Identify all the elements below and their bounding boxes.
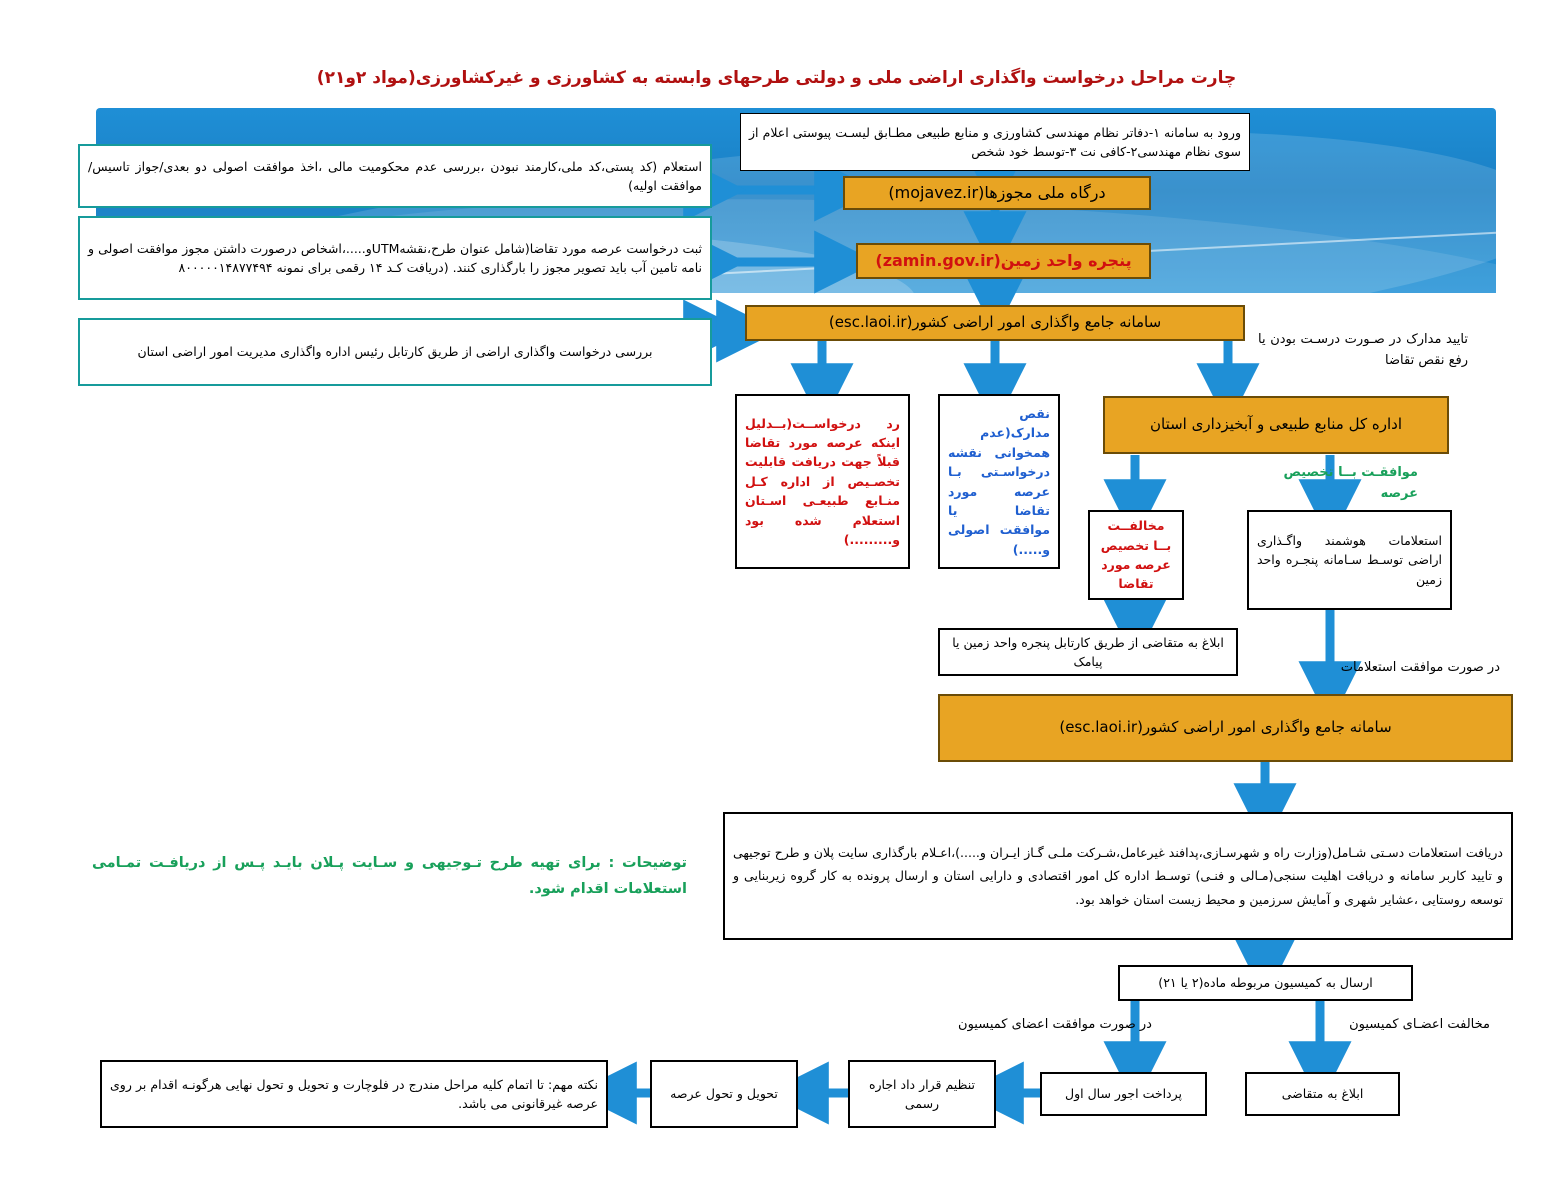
entry-note-text: ورود به سامانه ۱-دفاتر نظام مهندسی کشاورزی و منابع طبیعی مطـابق لیسـت پیوستی اعلام از سوی نظام مهندسی۲-کافی نت ۳-توسط خود شخص bbox=[749, 124, 1241, 159]
node-reject-request bbox=[735, 394, 910, 569]
node-document-deficiency-text: نقص مدارک(عدم همخوانی نقشه درخواسـتی بـا عرصه مورد تقاضا یا موافقت اصولی و.....) bbox=[948, 406, 1050, 557]
node-formal-lease-contract bbox=[848, 1060, 996, 1128]
label-explanatory-note bbox=[92, 850, 687, 902]
node-pay-first-year-rent bbox=[1040, 1072, 1207, 1116]
node-natural-resources-office-label: اداره کل منابع طبیعی و آبخیزداری استان bbox=[1150, 415, 1402, 434]
side-box-review-request-text: بررسی درخواست واگذاری اراضی از طریق کارتابل رئیس اداره واگذاری مدیریت امور اراضی استان bbox=[137, 344, 653, 360]
node-oppose-allocation bbox=[1088, 510, 1184, 600]
node-send-to-commission bbox=[1118, 965, 1413, 1001]
node-mojavez-portal[interactable] bbox=[843, 176, 1151, 210]
page-title: چارت مراحل درخواست واگذاری اراضی ملی و دولتی طرحهای وابسته به کشاورزی و غیرکشاورزی(مواد ۲و۲۱) bbox=[316, 68, 1237, 88]
node-send-to-commission-text: ارسال به کمیسیون مربوطه ماده(۲ یا ۲۱) bbox=[1158, 975, 1373, 991]
node-final-important-note bbox=[100, 1060, 608, 1128]
node-notify-applicant-2-text: ابلاغ به متقاضی bbox=[1281, 1086, 1364, 1102]
node-esc-bottom-label: سامانه جامع واگذاری امور اراضی کشور(esc.laoi.ir) bbox=[1059, 718, 1392, 737]
node-document-deficiency bbox=[938, 394, 1060, 569]
node-notify-applicant bbox=[938, 628, 1238, 676]
node-smart-inquiries bbox=[1247, 510, 1452, 610]
label-inquiries-approved bbox=[1270, 658, 1500, 679]
node-formal-lease-contract-text: تنظیم قرار داد اجاره رسمی bbox=[868, 1076, 976, 1111]
label-members-oppose bbox=[1330, 1015, 1490, 1036]
node-land-delivery-text: تحویل و تحول عرصه bbox=[670, 1086, 778, 1102]
side-box-register-request bbox=[78, 216, 712, 300]
node-notify-applicant-text: ابلاغ به متقاضی از طریق کارتابل پنجره واحد زمین یا پیامک bbox=[952, 634, 1224, 669]
node-mojavez-label: درگاه ملی مجوز‌ها(mojavez.ir) bbox=[888, 182, 1106, 202]
node-notify-applicant-2 bbox=[1245, 1072, 1400, 1116]
node-esc-top[interactable] bbox=[745, 305, 1245, 341]
label-members-oppose-text: مخالفت اعضـای کمیسیون bbox=[1349, 1017, 1490, 1032]
label-members-approve-text: در صورت موافقت اعضای کمیسیون bbox=[958, 1017, 1152, 1032]
node-final-important-note-text: نکته مهم: تا اتمام کلیه مراحل مندرج در فلوچارت و تحویل و تحول نهایی هرگونـه اقدام بر روی عرصه غیرقانونی می باشد. bbox=[110, 1076, 598, 1111]
node-manual-inquiries bbox=[723, 812, 1513, 940]
side-box-review-request bbox=[78, 318, 712, 386]
node-natural-resources-office[interactable] bbox=[1103, 396, 1449, 454]
side-box-estelam bbox=[78, 144, 712, 208]
label-members-approve bbox=[955, 1015, 1155, 1036]
side-box-estelam-text: استعلام (کد پستی،کد ملی،کارمند نبودن ،بررسی عدم محکومیت مالی ،اخذ موافقت اصولی دو بعدی/جواز تاسیس/موافقت اولیه) bbox=[88, 158, 702, 193]
node-reject-request-text: رد درخواســت(بــدلیل اینکه عرصه مورد تقاضا قبلاً جهت دریافت قابلیت تخصـیص از اداره کـل منـابع طبیعـی اسـتان استعلام شده بود و.........) bbox=[745, 415, 900, 547]
node-esc-top-label: سامانه جامع واگذاری امور اراضی کشور(esc.laoi.ir) bbox=[828, 313, 1162, 332]
node-smart-inquiries-text: استعلامات هوشمند واگـذاری اراضی توسـط سـامانه پنجـره واحد زمین bbox=[1257, 532, 1442, 587]
entry-note-box bbox=[740, 113, 1250, 171]
node-manual-inquiries-text: دریافت استعلامات دسـتی شـامل(وزارت راه و شهرسـازی،پدافند غیرعامل،شـرکت ملـی گـاز ایـران و.....)،اعـلام بارگذاری سایت پلان و طرح توجیهی و تایید کاربر سامانه و دریافت اهلیت سنجی(مـالی و فنـی) توسـط اداره کل امور اقتصادی و دارایی استان و ارسال پرونده به کار گروه زیربنایی و توسعه روستایی ،عشایر شهری و آمایش سرزمین و محیط زیست استان خواهد بود. bbox=[733, 845, 1503, 907]
node-pay-first-year-rent-text: پرداخت اجور سال اول bbox=[1065, 1086, 1182, 1102]
node-zamin-label: پنجره واحد زمین(zamin.gov.ir) bbox=[875, 250, 1132, 270]
label-explanatory-note-text: توضیحات : برای تهیه طرح تـوجیهی و سـایت پـلان بایـد پـس از دریافـت تمـامی استعلامات اقدام شود. bbox=[92, 855, 687, 898]
node-zamin-window[interactable] bbox=[856, 243, 1151, 279]
side-box-register-request-text: ثبت درخواست عرصه مورد تقاضا(شامل عنوان طرح،نقشهUTMو.....،اشخاص درصورت داشتن مجوز موافقت اصولی و نامه تامین آب باید تصویر مجوز را بارگذاری کنند. (دریافت کـد ۱۴ رقمی برای نمونه ۸۰۰۰۰۰۱۴۸۷۷۴۹۴ bbox=[88, 240, 702, 275]
label-confirm-documents bbox=[1258, 330, 1468, 372]
label-agree-allocation-text: موافقـت بــا تخصیص عرصه bbox=[1283, 465, 1418, 501]
label-inquiries-approved-text: در صورت موافقت استعلامات bbox=[1340, 660, 1500, 675]
label-agree-allocation bbox=[1258, 463, 1418, 505]
node-oppose-allocation-text: مخالفــت بــا تخصیص عرصه مورد تقاضا bbox=[1100, 518, 1172, 592]
label-confirm-documents-text: تایید مدارک در صـورت درسـت بودن یا رفع نقص تقاضا bbox=[1258, 332, 1468, 368]
node-land-delivery bbox=[650, 1060, 798, 1128]
node-esc-bottom[interactable] bbox=[938, 694, 1513, 762]
